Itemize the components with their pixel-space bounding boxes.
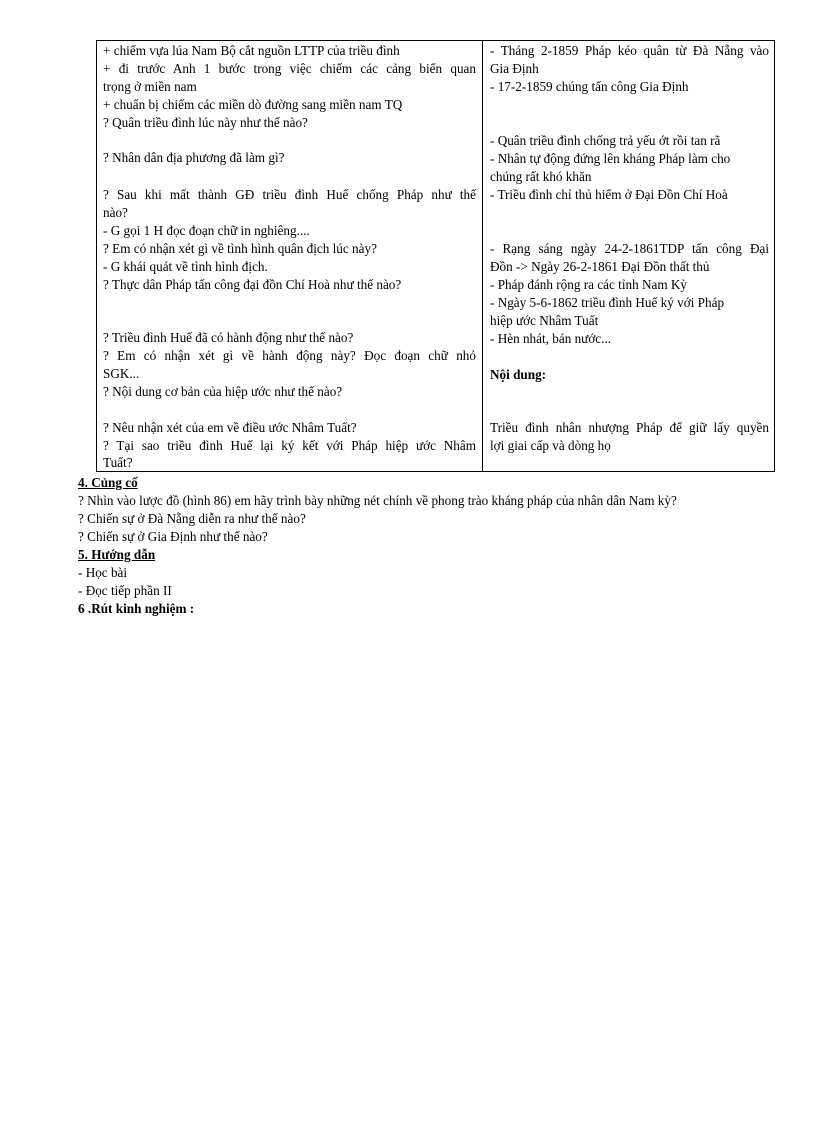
left-line: - G khái quát về tình hình địch. xyxy=(103,259,268,274)
left-line: ? Triều đình Huế đã có hành động như thế nào? xyxy=(103,330,354,345)
section5-line: - Đọc tiếp phần II xyxy=(78,583,172,598)
left-line: nào? xyxy=(103,205,128,220)
section4-heading: 4. Củng cố xyxy=(78,475,138,490)
left-line: + chuẩn bị chiếm các miền dò đường sang miền nam TQ xyxy=(103,97,403,112)
right-line: - Quân triều đình chống trả yếu ớt rồi tan rã xyxy=(490,133,721,148)
right-line: - Pháp đánh rộng ra các tỉnh Nam Kỳ xyxy=(490,277,688,292)
right-line: - Triều đình chỉ thủ hiểm ở Đại Đồn Chí Hoà xyxy=(490,187,728,202)
section5-heading: 5. Hướng dẫn xyxy=(78,547,156,562)
left-line: SGK... xyxy=(103,366,140,381)
left-line: ? Nội dung cơ bản của hiệp ước như thế nào? xyxy=(103,384,343,399)
left-line: ? Em có nhận xét gì về hành động này? Đọc đoạn chữ nhỏ xyxy=(103,348,476,363)
left-line: - G gọi 1 H đọc đoạn chữ in nghiêng.... xyxy=(103,223,310,238)
section6-heading: 6 .Rút kinh nghiệm : xyxy=(78,601,195,616)
left-line: + chiếm vựa lúa Nam Bộ cắt nguồn LTTP của triều đình xyxy=(103,43,400,58)
left-line: ? Nêu nhận xét của em về điều ước Nhâm Tuất? xyxy=(103,420,357,435)
left-line: ? Nhân dân địa phương đã làm gì? xyxy=(103,150,285,165)
left-line: ? Sau khi mất thành GĐ triều đình Huế chống Pháp như thế xyxy=(103,187,476,202)
left-line: + đi trước Anh 1 bước trong việc chiếm các cảng biển quan xyxy=(103,61,476,76)
right-line: hiệp ước Nhâm Tuất xyxy=(490,313,599,328)
left-line: trọng ở miền nam xyxy=(103,79,197,94)
section4-line: ? Chiến sự ở Gia Định như thế nào? xyxy=(78,529,268,544)
right-line: - Rạng sáng ngày 24-2-1861TDP tấn công Đại xyxy=(490,241,769,256)
section4-line: ? Chiến sự ở Đà Nẵng diễn ra như thế nào? xyxy=(78,511,306,526)
left-line: ? Thực dân Pháp tấn công đại đồn Chí Hoà như thế nào? xyxy=(103,277,402,292)
left-line: ? Tại sao triều đình Huế lại ký kết với Pháp hiệp ước Nhâm xyxy=(103,438,476,453)
left-line: ? Quân triều đình lúc này như thế nào? xyxy=(103,115,308,130)
right-line: chúng rất khó khăn xyxy=(490,169,592,184)
left-line: Tuất? xyxy=(103,455,133,470)
right-line: - Nhân tự động đứng lên kháng Pháp làm cho xyxy=(490,151,731,166)
section5-line: - Học bài xyxy=(78,565,128,580)
right-line: - Hèn nhát, bán nước... xyxy=(490,331,612,346)
right-line: Gia Định xyxy=(490,61,539,76)
section4-line: ? Nhìn vào lược đồ (hình 86) em hãy trình bày những nét chính về phong trào kháng pháp của nhân dân Nam kỳ? xyxy=(78,493,677,508)
right-line: - Tháng 2-1859 Pháp kéo quân từ Đà Nẵng vào xyxy=(490,43,769,58)
right-line: - 17-2-1859 chúng tấn công Gia Định xyxy=(490,79,689,94)
right-line: Triều đình nhân nhượng Pháp để giữ lấy quyền xyxy=(490,420,769,435)
right-line: - Ngày 5-6-1862 triều đình Huế ký với Pháp xyxy=(490,295,725,310)
table-column-divider xyxy=(482,40,483,472)
left-line: ? Em có nhận xét gì về tình hình quân địch lúc này? xyxy=(103,241,377,256)
right-line: lợi giai cấp và dòng họ xyxy=(490,438,611,453)
right-line: Đồn -> Ngày 26-2-1861 Đại Đồn thất thủ xyxy=(490,259,710,274)
content-heading: Nội dung: xyxy=(490,367,547,382)
